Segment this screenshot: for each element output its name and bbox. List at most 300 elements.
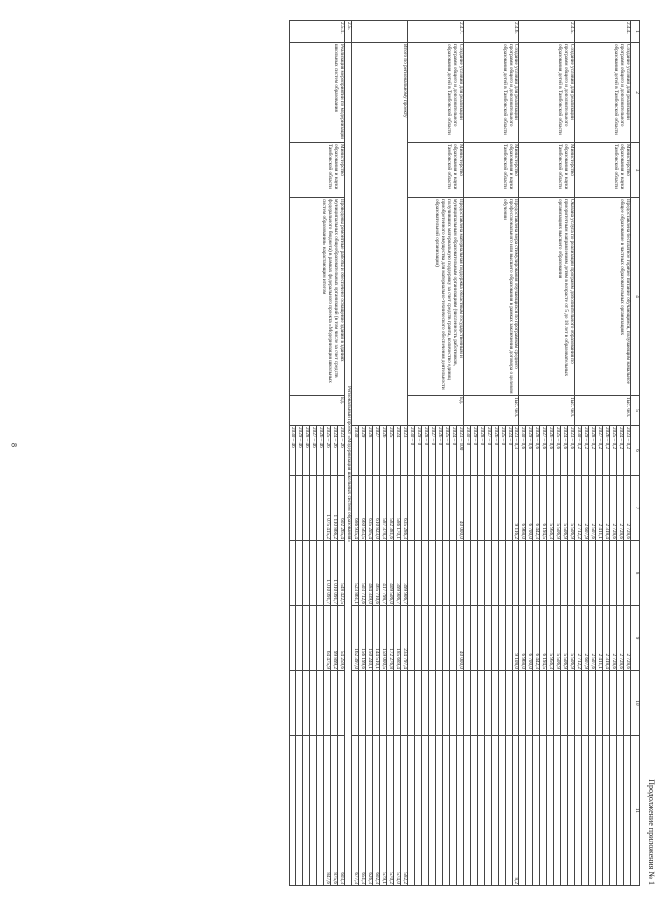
amount-cell: 9 108,0 bbox=[512, 606, 519, 671]
amount-cell bbox=[484, 736, 491, 886]
amount-cell bbox=[596, 541, 603, 606]
year-value: 2025 – 0 bbox=[498, 426, 505, 476]
amount-cell bbox=[324, 671, 331, 736]
amount-cell: 417 798,7 bbox=[380, 541, 387, 606]
row-indicator: Оказана услуга по реализации программ дополнительного образования по приоритетным направлениям детям в возрасте от 5 до 18 лет в образовательных организациях высшего образования bbox=[519, 198, 575, 396]
amount-cell bbox=[317, 671, 324, 736]
amount-cell: 1 075 415,2 bbox=[324, 476, 331, 541]
amount-cell bbox=[442, 541, 449, 606]
year-value: 2029 – 0,6 bbox=[526, 426, 533, 476]
amount-cell bbox=[449, 671, 456, 736]
amount-cell bbox=[296, 606, 303, 671]
row-unit: Ед. bbox=[289, 396, 345, 426]
header-col: 4 bbox=[631, 198, 640, 396]
amount-cell bbox=[596, 736, 603, 886]
amount-cell: 5 506,9 bbox=[568, 476, 575, 541]
amount-cell bbox=[498, 541, 505, 606]
amount-cell bbox=[498, 736, 505, 886]
amount-cell bbox=[596, 671, 603, 736]
amount-cell: 150 240,1 bbox=[366, 606, 373, 671]
row-number: 2.4.6. bbox=[463, 21, 519, 43]
year-value: 2026 bbox=[380, 426, 387, 476]
amount-cell: 2 712,2 bbox=[575, 606, 582, 671]
amount-cell: 2 728,6 bbox=[624, 606, 631, 671]
amount-cell bbox=[463, 606, 470, 671]
row-executor: Министерство образования и науки Тамбовской области bbox=[289, 143, 345, 198]
amount-cell bbox=[442, 606, 449, 671]
amount-cell bbox=[421, 671, 428, 736]
row-number: 2.5.1. bbox=[289, 21, 345, 43]
amount-cell bbox=[435, 541, 442, 606]
row-number: 2.4.7. bbox=[408, 21, 464, 43]
header-col: 7 bbox=[631, 476, 640, 541]
year-value: 2027 – 46 bbox=[310, 426, 317, 476]
amount-cell: 5 506,9 bbox=[554, 606, 561, 671]
row-name: Реализация мероприятий по модернизации школьных систем образования bbox=[289, 43, 345, 143]
amount-cell bbox=[505, 476, 512, 541]
row-indicator: Предоставлена бесплатное горячее питание обучающимся, получающим начальное общее образование в частных образовательных организациях bbox=[575, 198, 631, 396]
amount-cell bbox=[624, 541, 631, 606]
table-row bbox=[512, 21, 519, 886]
amount-cell: 5 506,9 bbox=[561, 606, 568, 671]
amount-cell: 1 010 091,7 bbox=[324, 541, 331, 606]
amount-cell: 465 710,6 bbox=[373, 541, 380, 606]
amount-cell bbox=[463, 736, 470, 886]
amount-cell: 6 442,3 bbox=[533, 606, 540, 671]
amount-cell bbox=[575, 541, 582, 606]
year-value: 2030 – 0,6 bbox=[519, 426, 526, 476]
amount-cell bbox=[303, 671, 310, 736]
year-value: 2025 – 0,6 bbox=[554, 426, 561, 476]
amount-cell bbox=[575, 736, 582, 886]
row-name: Создание условий для реализации программ общего и дополнительного образования детей в Тамбовской области bbox=[519, 43, 575, 143]
header-col: 6 bbox=[631, 426, 640, 476]
row-unit: Тыс. чел. bbox=[575, 396, 631, 426]
year-value: 2029 – 0 bbox=[470, 426, 477, 476]
header-col: 1 bbox=[631, 21, 640, 43]
amount-cell: 582 381,6 bbox=[387, 476, 394, 541]
amount-cell bbox=[463, 476, 470, 541]
amount-cell bbox=[624, 671, 631, 736]
amount-cell: 603,3 bbox=[338, 736, 345, 886]
header-col: 2 bbox=[631, 43, 640, 143]
amount-cell bbox=[547, 736, 554, 886]
amount-cell bbox=[498, 476, 505, 541]
amount-cell bbox=[408, 541, 415, 606]
amount-cell bbox=[289, 476, 296, 541]
amount-cell bbox=[421, 736, 428, 886]
amount-cell bbox=[289, 541, 296, 606]
table-row bbox=[338, 21, 345, 886]
amount-cell bbox=[310, 541, 317, 606]
amount-cell bbox=[491, 541, 498, 606]
amount-cell bbox=[512, 671, 519, 736]
year-value: 2026 – 0 bbox=[491, 426, 498, 476]
amount-cell: 2 607,9 bbox=[582, 606, 589, 671]
amount-cell bbox=[589, 671, 596, 736]
amount-cell bbox=[435, 671, 442, 736]
amount-cell: 6 700,0 bbox=[526, 606, 533, 671]
year-value: 2029 – 0 bbox=[414, 426, 421, 476]
year-value: 2030 – 46 bbox=[289, 426, 296, 476]
amount-cell bbox=[296, 736, 303, 886]
amount-cell bbox=[317, 606, 324, 671]
amount-cell bbox=[449, 541, 456, 606]
amount-cell bbox=[498, 671, 505, 736]
amount-cell bbox=[519, 541, 526, 606]
amount-cell: 1 110 866,2 bbox=[331, 476, 338, 541]
amount-cell: 2 728,6 bbox=[610, 606, 617, 671]
amount-cell bbox=[435, 606, 442, 671]
amount-cell: 2 712,2 bbox=[575, 476, 582, 541]
year-value: 2026 – 0,6 bbox=[547, 426, 554, 476]
amount-cell: 144 510,1 bbox=[373, 606, 380, 671]
amount-cell bbox=[575, 671, 582, 736]
amount-cell: 2 318,4 bbox=[603, 476, 610, 541]
amount-cell bbox=[470, 606, 477, 671]
amount-cell bbox=[359, 671, 366, 736]
amount-cell: 185 689,4 bbox=[394, 606, 401, 671]
amount-cell: 5 956,3 bbox=[547, 606, 554, 671]
amount-cell bbox=[435, 476, 442, 541]
amount-cell bbox=[554, 671, 561, 736]
amount-cell bbox=[296, 541, 303, 606]
table-row bbox=[456, 21, 463, 886]
row-indicator: Предоставлена материальная поддержка областным государственным и муниципальным образовательным организациям (численность работников, получивших материальную поддержку за счет средств гранта, количество единиц приобретенного имущества для материально-технического обеспечения деятельности образовательной организации) bbox=[408, 198, 464, 396]
amount-cell bbox=[310, 671, 317, 736]
table-row bbox=[568, 21, 575, 886]
amount-cell bbox=[477, 671, 484, 736]
year-value: 2025 – 0,2 bbox=[610, 426, 617, 476]
amount-cell bbox=[435, 736, 442, 886]
row-number: 2.4.4. bbox=[575, 21, 631, 43]
amount-cell: 602,3 bbox=[373, 736, 380, 886]
amount-cell: 2 411,1 bbox=[596, 476, 603, 541]
amount-cell bbox=[540, 671, 547, 736]
amount-cell bbox=[526, 671, 533, 736]
year-value: 2030 bbox=[352, 426, 359, 476]
amount-cell: 2 728,6 bbox=[610, 476, 617, 541]
amount-cell bbox=[617, 736, 624, 886]
amount-cell bbox=[477, 736, 484, 886]
amount-cell: 162 397,0 bbox=[352, 606, 359, 671]
year-value: 2028 – 0 bbox=[421, 426, 428, 476]
amount-cell bbox=[401, 671, 408, 736]
year-value: 2024 – 0 bbox=[505, 426, 512, 476]
amount-cell: 409 506,0 bbox=[387, 541, 394, 606]
amount-cell bbox=[484, 541, 491, 606]
amount-cell: 626,3 bbox=[366, 736, 373, 886]
amount-cell bbox=[477, 606, 484, 671]
amount-cell bbox=[414, 541, 421, 606]
amount-cell: 234 797,4 bbox=[401, 606, 408, 671]
amount-cell bbox=[540, 736, 547, 886]
amount-cell bbox=[491, 606, 498, 671]
year-value: 2023 bbox=[401, 426, 408, 476]
header-col: 10 bbox=[631, 671, 640, 736]
year-value: 2030 – 0 bbox=[463, 426, 470, 476]
amount-cell bbox=[540, 541, 547, 606]
amount-cell bbox=[519, 671, 526, 736]
amount-cell bbox=[610, 541, 617, 606]
amount-cell bbox=[554, 736, 561, 886]
amount-cell: 587 378,3 bbox=[380, 476, 387, 541]
amount-cell bbox=[387, 671, 394, 736]
amount-cell bbox=[408, 606, 415, 671]
amount-cell bbox=[303, 541, 310, 606]
amount-cell: 5 956,3 bbox=[547, 476, 554, 541]
amount-cell bbox=[408, 736, 415, 886]
amount-cell bbox=[463, 671, 470, 736]
header-col: 5 bbox=[631, 396, 640, 426]
amount-cell bbox=[373, 671, 380, 736]
amount-cell bbox=[380, 671, 387, 736]
amount-cell: 2 411,1 bbox=[596, 606, 603, 671]
amount-cell bbox=[408, 476, 415, 541]
amount-cell bbox=[456, 671, 463, 736]
amount-cell bbox=[477, 541, 484, 606]
amount-cell bbox=[470, 736, 477, 886]
row-number: 2.4.5. bbox=[519, 21, 575, 43]
amount-cell: 9 116,2 bbox=[512, 476, 519, 541]
amount-cell bbox=[603, 541, 610, 606]
amount-cell bbox=[568, 541, 575, 606]
amount-cell: 686 935,4 bbox=[352, 476, 359, 541]
year-value: 2024 – 0,6 bbox=[561, 426, 568, 476]
amount-cell bbox=[303, 736, 310, 886]
year-value: 2026 – 0,2 bbox=[603, 426, 610, 476]
amount-cell bbox=[366, 671, 373, 736]
amount-cell bbox=[554, 541, 561, 606]
amount-cell bbox=[512, 541, 519, 606]
amount-cell bbox=[421, 606, 428, 671]
amount-cell: 40 000,0 bbox=[456, 476, 463, 541]
row-unit: Ед. bbox=[408, 396, 464, 426]
amount-cell bbox=[582, 736, 589, 886]
amount-cell bbox=[505, 736, 512, 886]
year-value: 2023 – 0,3 bbox=[512, 426, 519, 476]
row-unit: Тыс. чел. bbox=[519, 396, 575, 426]
amount-cell bbox=[610, 671, 617, 736]
amount-cell: 484 339,0 bbox=[366, 541, 373, 606]
amount-cell bbox=[310, 476, 317, 541]
amount-cell bbox=[624, 736, 631, 886]
amount-cell: 2 728,6 bbox=[617, 476, 624, 541]
amount-cell bbox=[414, 476, 421, 541]
amount-cell: 5 506,9 bbox=[568, 606, 575, 671]
year-value: 2024 – 0,2 bbox=[617, 426, 624, 476]
amount-cell bbox=[470, 541, 477, 606]
header-col: 3 bbox=[631, 143, 640, 198]
year-value: 2027 – 0 bbox=[484, 426, 491, 476]
amount-cell: 574,0 bbox=[394, 736, 401, 886]
amount-cell bbox=[603, 736, 610, 886]
amount-cell: 159 000,5 bbox=[380, 606, 387, 671]
amount-cell bbox=[561, 736, 568, 886]
amount-cell bbox=[428, 476, 435, 541]
amount-cell bbox=[561, 671, 568, 736]
amount-cell bbox=[449, 736, 456, 886]
amount-cell: 635 205,4 bbox=[366, 476, 373, 541]
amount-cell bbox=[408, 671, 415, 736]
amount-cell bbox=[352, 671, 359, 736]
year-value: 2027 – 0,2 bbox=[596, 426, 603, 476]
amount-cell: 399 906,7 bbox=[394, 541, 401, 606]
amount-cell: 548 422,5 bbox=[338, 541, 345, 606]
amount-cell bbox=[533, 736, 540, 886]
amount-cell bbox=[484, 476, 491, 541]
amount-cell bbox=[526, 541, 533, 606]
year-value: 2027 – 0,6 bbox=[540, 426, 547, 476]
header-col: 8 bbox=[631, 541, 640, 606]
amount-cell bbox=[568, 671, 575, 736]
table-row bbox=[624, 21, 631, 886]
year-value: 2028 bbox=[366, 426, 373, 476]
amount-cell bbox=[617, 671, 624, 736]
amount-cell bbox=[414, 606, 421, 671]
year-value: 2023 – 26 bbox=[338, 426, 345, 476]
amount-cell: 6 442,3 bbox=[533, 476, 540, 541]
amount-cell: 660 563,5 bbox=[359, 476, 366, 541]
amount-cell bbox=[484, 671, 491, 736]
amount-cell: 1 010 091,7 bbox=[331, 541, 338, 606]
year-value: 2030 – 0 bbox=[408, 426, 415, 476]
year-value: 2028 – 0,2 bbox=[589, 426, 596, 476]
amount-cell bbox=[498, 606, 505, 671]
amount-cell bbox=[589, 541, 596, 606]
amount-cell: 570,2 bbox=[387, 736, 394, 886]
amount-cell bbox=[582, 541, 589, 606]
amount-cell bbox=[568, 736, 575, 886]
section-title: Региональный проект «Модернизация школьных систем образования» bbox=[345, 43, 352, 886]
amount-cell bbox=[610, 736, 617, 886]
amount-cell bbox=[477, 476, 484, 541]
amount-cell bbox=[456, 736, 463, 886]
amount-cell bbox=[289, 736, 296, 886]
amount-cell: 582,2 bbox=[401, 736, 408, 886]
year-value: 2023 – 100 bbox=[456, 426, 463, 476]
row-name: Создание условий для реализации программ общего и дополнительного образования детей в Тамбовской области bbox=[463, 43, 519, 143]
amount-cell bbox=[533, 671, 540, 736]
amount-cell: 579,1 bbox=[380, 736, 387, 886]
amount-cell bbox=[589, 736, 596, 886]
amount-cell bbox=[505, 671, 512, 736]
table-cell bbox=[352, 21, 408, 43]
year-value: 2029 bbox=[359, 426, 366, 476]
year-value: 2024 bbox=[394, 426, 401, 476]
amount-cell bbox=[505, 606, 512, 671]
year-value: 2029 – 46 bbox=[296, 426, 303, 476]
amount-cell: 172 276,8 bbox=[387, 606, 394, 671]
table-row bbox=[401, 21, 408, 886]
rotated-table-page bbox=[50, 20, 656, 885]
amount-cell bbox=[442, 476, 449, 541]
amount-cell bbox=[428, 541, 435, 606]
amount-cell bbox=[547, 671, 554, 736]
amount-cell: 156 199,6 bbox=[359, 606, 366, 671]
row-indicator: Проведены ремонтные работы и обеспечено оснащение зданий в зданиях муниципальных общеобразовательных организаций (в том числе за счет средств федерального бюджета) в рамках федерального проекта «Модернизация школьных систем образования» нарастающим итогом bbox=[289, 198, 345, 396]
amount-cell: 503 712,6 bbox=[359, 541, 366, 606]
row-indicator: Предоставлена мера стимулирования обучающихся по программам среднего профессионального или высшего образования в рамках заключения договора о целевом обучении bbox=[463, 198, 519, 396]
amount-cell bbox=[526, 736, 533, 886]
amount-cell bbox=[603, 671, 610, 736]
amount-cell: 399 906,7 bbox=[401, 541, 408, 606]
year-value: 2027 bbox=[373, 426, 380, 476]
amount-cell: 6 968,0 bbox=[519, 606, 526, 671]
amount-cell bbox=[421, 541, 428, 606]
amount-cell bbox=[561, 541, 568, 606]
amount-cell bbox=[421, 476, 428, 541]
amount-cell: 2 607,9 bbox=[582, 476, 589, 541]
amount-cell bbox=[491, 671, 498, 736]
amount-cell bbox=[310, 736, 317, 886]
amount-cell: 6 700,0 bbox=[526, 476, 533, 541]
amount-cell: 2 507,6 bbox=[589, 606, 596, 671]
amount-cell: 677,3 bbox=[352, 736, 359, 886]
amount-cell: 6 194,5 bbox=[540, 476, 547, 541]
amount-cell bbox=[442, 736, 449, 886]
amount-cell bbox=[317, 541, 324, 606]
amount-cell bbox=[289, 671, 296, 736]
year-value: 2028 – 0,6 bbox=[533, 426, 540, 476]
year-value: 2023 – 0,2 bbox=[624, 426, 631, 476]
amount-cell bbox=[296, 671, 303, 736]
amount-cell: 586 170,1 bbox=[394, 476, 401, 541]
amount-cell: 875,6 bbox=[331, 736, 338, 886]
amount-cell bbox=[317, 476, 324, 541]
amount-cell: 2 318,4 bbox=[603, 606, 610, 671]
amount-cell bbox=[428, 606, 435, 671]
total-label: Итого по региональному проекту bbox=[352, 43, 408, 426]
row-executor: Министерство образования и науки Тамбовской области bbox=[463, 143, 519, 198]
continuation-label: Продолжение приложения № 1 bbox=[647, 779, 656, 885]
amount-cell bbox=[582, 671, 589, 736]
header-col: 9 bbox=[631, 606, 640, 671]
header-col: 11 bbox=[631, 736, 640, 886]
amount-cell: 2 728,6 bbox=[617, 606, 624, 671]
year-value: 2025 bbox=[387, 426, 394, 476]
amount-cell bbox=[519, 736, 526, 886]
row-executor: Министерство образования и науки Тамбовской области bbox=[408, 143, 464, 198]
year-value: 2024 – 0 bbox=[449, 426, 456, 476]
amount-cell bbox=[414, 736, 421, 886]
amount-cell bbox=[491, 476, 498, 541]
header-row bbox=[631, 21, 640, 886]
amount-cell bbox=[289, 606, 296, 671]
amount-cell bbox=[617, 541, 624, 606]
amount-cell bbox=[505, 541, 512, 606]
amount-cell: 5 506,9 bbox=[554, 476, 561, 541]
amount-cell bbox=[428, 671, 435, 736]
amount-cell bbox=[533, 541, 540, 606]
amount-cell: 602 265,4 bbox=[338, 476, 345, 541]
amount-cell bbox=[442, 671, 449, 736]
amount-cell: 2 728,6 bbox=[624, 476, 631, 541]
amount-cell bbox=[470, 671, 477, 736]
amount-cell: 5 506,9 bbox=[561, 476, 568, 541]
row-executor: Министерство образования и науки Тамбовской области bbox=[575, 143, 631, 198]
amount-cell: 6 194,5 bbox=[540, 606, 547, 671]
amount-cell bbox=[456, 541, 463, 606]
amount-cell: 651,3 bbox=[359, 736, 366, 886]
amount-cell bbox=[303, 476, 310, 541]
row-executor: Министерство образования и науки Тамбовской области bbox=[519, 143, 575, 198]
amount-cell bbox=[303, 606, 310, 671]
year-value: 2024 – 26 bbox=[331, 426, 338, 476]
amount-cell: 610 823,0 bbox=[373, 476, 380, 541]
amount-cell: 64 475,9 bbox=[324, 606, 331, 671]
year-value: 2026 – 46 bbox=[317, 426, 324, 476]
